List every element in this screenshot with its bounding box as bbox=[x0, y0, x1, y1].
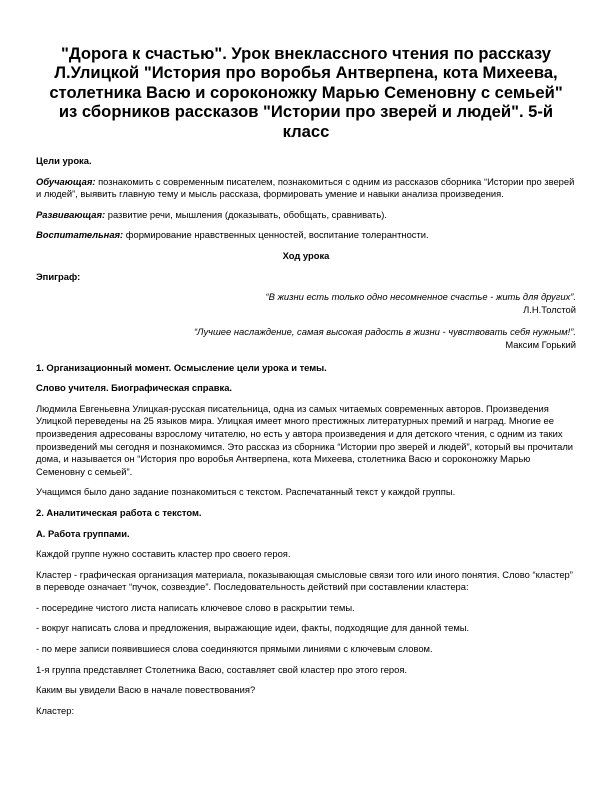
cluster-step-2: - вокруг написать слова и предложения, выражающие идеи, факты, подходящие для данной темы. bbox=[36, 622, 470, 634]
biography-paragraph: Людмила Евгеньевна Улицкая-русская писательница, одна из самых читаемых современных авторов. Произведения Улицкой переведены на 25 языков мира. Улицкая имеет много престижных литературных премий и наград. Многие ее произведения адресованы взрослому читателю, но есть у автора произведения и для детского чтения, с одним из таких произведений мы сегодня и познакомимся. Это рассказ из сборника “Истории про зверей и людей”, который вы прочитали дома, и называется он “История про воробья Антверпена, кота Михеева, столетника Васю и сороконожку Марью Семеновну с семьей”. bbox=[36, 402, 574, 477]
section2-heading: 2. Аналитическая работа с текстом. bbox=[36, 506, 202, 518]
epigraph-author-2: Максим Горький bbox=[505, 338, 576, 350]
document-title: "Дорога к счастью". Урок внеклассного чтения по рассказу Л.Улицкой "История про воробья Антверпена, кота Михеева, столетника Васю и сороконожку Марью Семеновну с семьей" из сборников рассказов "Истории про зверей и людей". 5-й класс bbox=[49, 44, 563, 141]
cluster-definition-paragraph: Кластер - графическая организация материала, показывающая смысловые связи того или иного понятия. Слово “кластер” в переводе означает “пучок, созвездие”. Последовательность действий при составлении кластера: bbox=[36, 568, 573, 593]
section1-subheading: Слово учителя. Биографическая справка. bbox=[36, 382, 233, 394]
goal-teaching-label: Обучающая: bbox=[36, 175, 96, 187]
question-paragraph: Каким вы увидели Васю в начале повествования? bbox=[36, 684, 256, 696]
goal-developing-label: Развивающая: bbox=[36, 208, 106, 220]
goal-developing bbox=[36, 209, 576, 222]
goal-teaching bbox=[36, 176, 576, 201]
cluster-label: Кластер: bbox=[36, 704, 75, 716]
group-task-paragraph: Каждой группе нужно составить кластер про своего героя. bbox=[36, 548, 291, 560]
lesson-heading: Ход урока bbox=[282, 250, 330, 261]
group1-paragraph: 1-я группа представляет Столетника Васю, составляет свой кластер про этого героя. bbox=[36, 663, 408, 675]
task-paragraph: Учащимся было дано задание познакомиться с текстом. Распечатанный текст у каждой группы. bbox=[36, 486, 456, 498]
goal-educational-text: формирование нравственных ценностей, воспитание толерантности. bbox=[123, 229, 429, 241]
goals-heading: Цели урока. bbox=[36, 155, 92, 167]
goal-educational bbox=[36, 229, 576, 242]
epigraph-quote-2: “Лучшее наслаждение, самая высокая радость в жизни - чувствовать себя нужным!”. bbox=[193, 326, 576, 338]
epigraph-2 bbox=[36, 326, 576, 351]
epigraph-1 bbox=[36, 291, 576, 316]
section2-subheading: А. Работа группами. bbox=[36, 527, 130, 539]
goal-educational-label: Воспитательная: bbox=[36, 229, 124, 241]
cluster-step-3: - по мере записи появившиеся слова соединяются прямыми линиями с ключевым словом. bbox=[36, 643, 433, 655]
goal-developing-text: развитие речи, мышления (доказывать, обобщать, сравнивать). bbox=[105, 208, 387, 220]
cluster-step-1: - посередине чистого листа написать ключевое слово в раскрытии темы. bbox=[36, 601, 355, 613]
epigraph-quote-1: “В жизни есть только одно несомненное счастье - жить для других”. bbox=[265, 291, 576, 303]
epigraph-heading: Эпиграф: bbox=[36, 270, 81, 282]
epigraph-author-1: Л.Н.Толстой bbox=[523, 303, 576, 315]
goal-teaching-text: познакомить с современным писателем, познакомиться с одним из рассказов сборника “Истории про зверей и людей”, выявить главную тему и мысль рассказа, формировать умение и навыки анализа произведения. bbox=[36, 175, 575, 200]
section1-heading: 1. Организационный момент. Осмысление цели урока и темы. bbox=[36, 361, 327, 373]
